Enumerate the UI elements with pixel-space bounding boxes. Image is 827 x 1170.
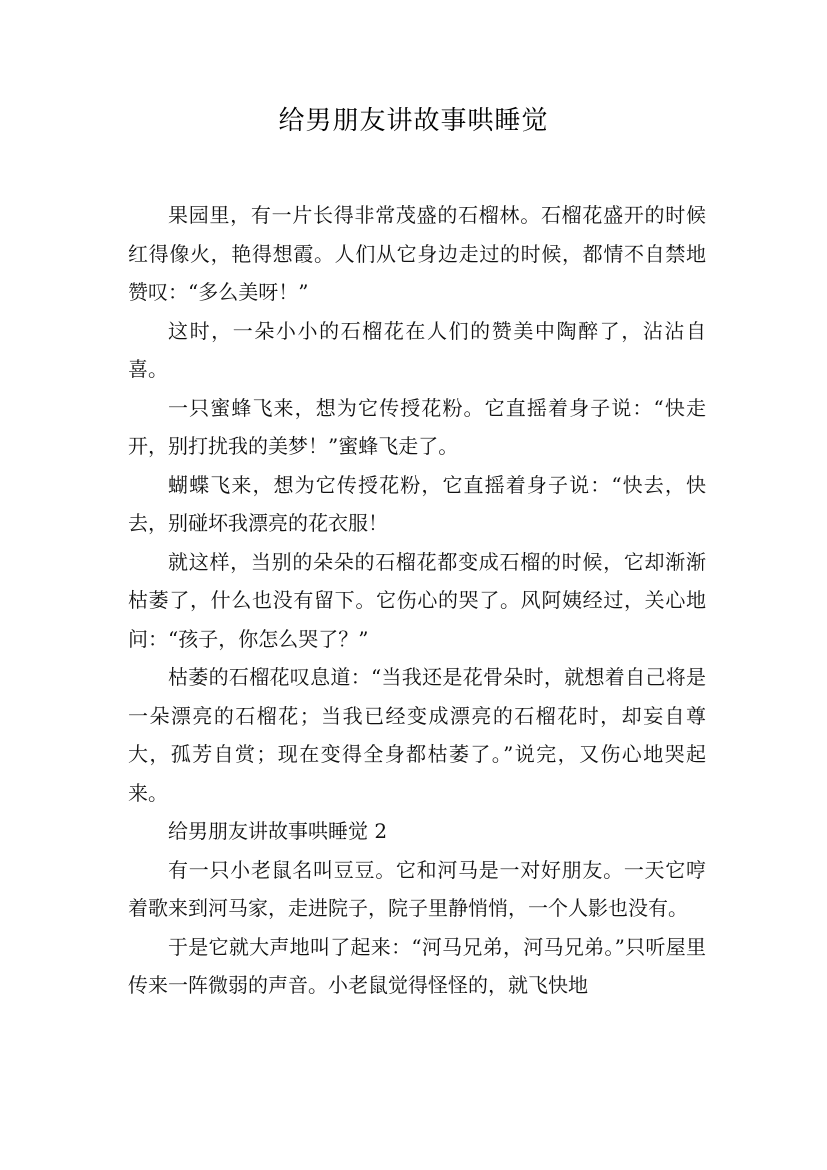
paragraph: 枯萎的石榴花叹息道：“当我还是花骨朵时，就想着自己将是一朵漂亮的石榴花；当我已经变成漂亮的石榴花时，却妄自尊大，孤芳自赏；现在变得全身都枯萎了。”说完，又伤心地哭起来。 xyxy=(128,665,706,805)
paragraph: 一只蜜蜂飞来，想为它传授花粉。它直摇着身子说：“快走开，别打扰我的美梦！”蜜蜂飞走了。 xyxy=(128,395,706,458)
paragraph: 这时，一朵小小的石榴花在人们的赞美中陶醉了，沾沾自喜。 xyxy=(128,318,706,381)
page-title: 给男朋友讲故事哄睡觉 xyxy=(278,106,549,136)
paragraph: 果园里，有一片长得非常茂盛的石榴林。石榴花盛开的时候红得像火，艳得想霞。人们从它身边走过的时候，都情不自禁地赞叹：“多么美呀！” xyxy=(128,203,706,304)
paragraph: 就这样，当别的朵朵的石榴花都变成石榴的时候，它却渐渐枯萎了，什么也没有留下。它伤心的哭了。风阿姨经过，关心地问：“孩子，你怎么哭了？” xyxy=(128,549,706,651)
paragraph: 于是它就大声地叫了起来：“河马兄弟，河马兄弟。”只听屋里传来一阵微弱的声音。小老鼠觉得怪怪的，就飞快地 xyxy=(128,934,706,997)
paragraph: 蝴蝶飞来，想为它传授花粉，它直摇着身子说：“快去，快去，别碰坏我漂亮的花衣服！ xyxy=(128,472,706,535)
document-body xyxy=(128,196,706,1005)
section-heading: 给男朋友讲故事哄睡觉 2 xyxy=(168,819,388,843)
paragraph: 有一只小老鼠名叫豆豆。它和河马是一对好朋友。一天它哼着歌来到河马家，走进院子，院子里静悄悄，一个人影也没有。 xyxy=(128,857,706,920)
